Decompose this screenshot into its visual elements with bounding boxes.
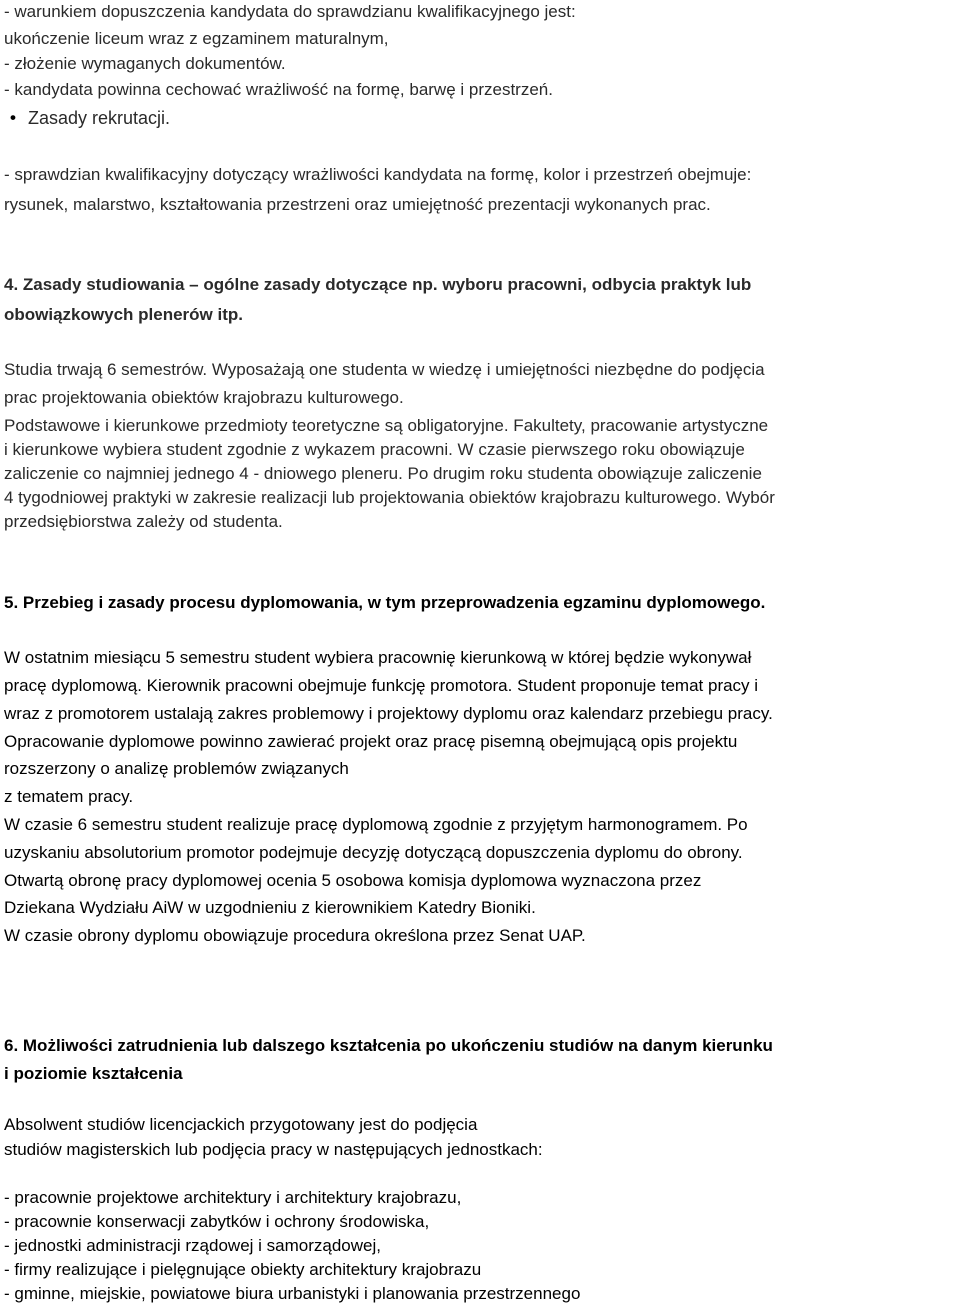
section5-line: wraz z promotorem ustalają zakres problemowy i projektowy dyplomu oraz kalendarz przebiegu pracy.	[4, 704, 773, 723]
admission-line: - kandydata powinna cechować wrażliwość na formę, barwę i przestrzeń.	[4, 80, 553, 99]
section4-line: 4 tygodniowej praktyki w zakresie realizacji lub projektowania obiektów krajobrazu kulturowego. Wybór	[4, 488, 775, 507]
section4-line: Podstawowe i kierunkowe przedmioty teoretyczne są obligatoryjne. Fakultety, pracowanie artystyczne	[4, 416, 769, 435]
section6-list-item: - gminne, miejskie, powiatowe biura urbanistyki i planowania przestrzennego	[4, 1284, 581, 1303]
section6-list-item: - jednostki administracji rządowej i samorządowej,	[4, 1236, 381, 1255]
section5-line: uzyskaniu absolutorium promotor podejmuje decyzję dotyczącą dopuszczenia dyplomu do obrony.	[4, 843, 743, 862]
admission-line: - złożenie wymaganych dokumentów.	[4, 54, 286, 73]
section4-line: Studia trwają 6 semestrów. Wyposażają one studenta w wiedzę i umiejętności niezbędne do podjęcia	[4, 360, 765, 379]
section6-heading: 6. Możliwości zatrudnienia lub dalszego kształcenia po ukończeniu studiów na danym kierunku	[4, 1036, 773, 1055]
section4-heading: obowiązkowych plenerów itp.	[4, 305, 243, 324]
section5-line: W ostatnim miesiącu 5 semestru student wybiera pracownię kierunkową w której będzie wykonywał	[4, 648, 752, 667]
bullet-icon: •	[10, 108, 16, 127]
section6-list-item: - pracownie projektowe architektury i architektury krajobrazu,	[4, 1188, 462, 1207]
section5-line: rozszerzony o analizę problemów związanych	[4, 759, 349, 778]
section6-heading: i poziomie kształcenia	[4, 1064, 183, 1083]
section5-line: W czasie 6 semestru student realizuje pracę dyplomową zgodnie z przyjętym harmonogramem. Po	[4, 815, 748, 834]
admission-line: ukończenie liceum wraz z egzaminem maturalnym,	[4, 29, 389, 48]
recruitment-line: rysunek, malarstwo, kształtowania przestrzeni oraz umiejętność prezentacji wykonanych prac.	[4, 195, 711, 214]
section6-list-item: - firmy realizujące i pielęgnujące obiekty architektury krajobrazu	[4, 1260, 482, 1279]
section4-line: i kierunkowe wybiera student zgodnie z wykazem pracowni. W czasie pierwszego roku obowiązuje	[4, 440, 745, 459]
section5-line: pracę dyplomową. Kierownik pracowni obejmuje funkcję promotora. Student proponuje temat pracy i	[4, 676, 759, 695]
section5-line: Dziekana Wydziału AiW w uzgodnieniu z kierownikiem Katedry Bioniki.	[4, 898, 536, 917]
section4-heading: 4. Zasady studiowania – ogólne zasady dotyczące np. wyboru pracowni, odbycia praktyk lub	[4, 275, 752, 294]
section6-list-item: - pracownie konserwacji zabytków i ochrony środowiska,	[4, 1212, 430, 1231]
section5-line: W czasie obrony dyplomu obowiązuje procedura określona przez Senat UAP.	[4, 926, 586, 945]
section4-line: zaliczenie co najmniej jednego 4 - dniowego pleneru. Po drugim roku studenta obowiązuje zaliczenie	[4, 464, 762, 483]
section5-line: Otwartą obronę pracy dyplomowej ocenia 5 osobowa komisja dyplomowa wyznaczona przez	[4, 871, 702, 890]
section5-heading: 5. Przebieg i zasady procesu dyplomowania, w tym przeprowadzenia egzaminu dyplomowego.	[4, 593, 766, 612]
recruitment-line: - sprawdzian kwalifikacyjny dotyczący wrażliwości kandydata na formę, kolor i przestrzeń obejmuje:	[4, 165, 752, 184]
section6-intro: studiów magisterskich lub podjęcia pracy w następujących jednostkach:	[4, 1140, 543, 1159]
recruitment-heading: Zasady rekrutacji.	[28, 108, 171, 128]
section4-line: przedsiębiorstwa zależy od studenta.	[4, 512, 283, 531]
section6-intro: Absolwent studiów licencjackich przygotowany jest do podjęcia	[4, 1115, 478, 1134]
admission-line: - warunkiem dopuszczenia kandydata do sprawdzianu kwalifikacyjnego jest:	[4, 2, 576, 21]
section5-line: Opracowanie dyplomowe powinno zawierać projekt oraz pracę pisemną obejmującą opis projektu	[4, 732, 738, 751]
section5-line: z tematem pracy.	[4, 787, 134, 806]
section4-line: prac projektowania obiektów krajobrazu kulturowego.	[4, 388, 404, 407]
